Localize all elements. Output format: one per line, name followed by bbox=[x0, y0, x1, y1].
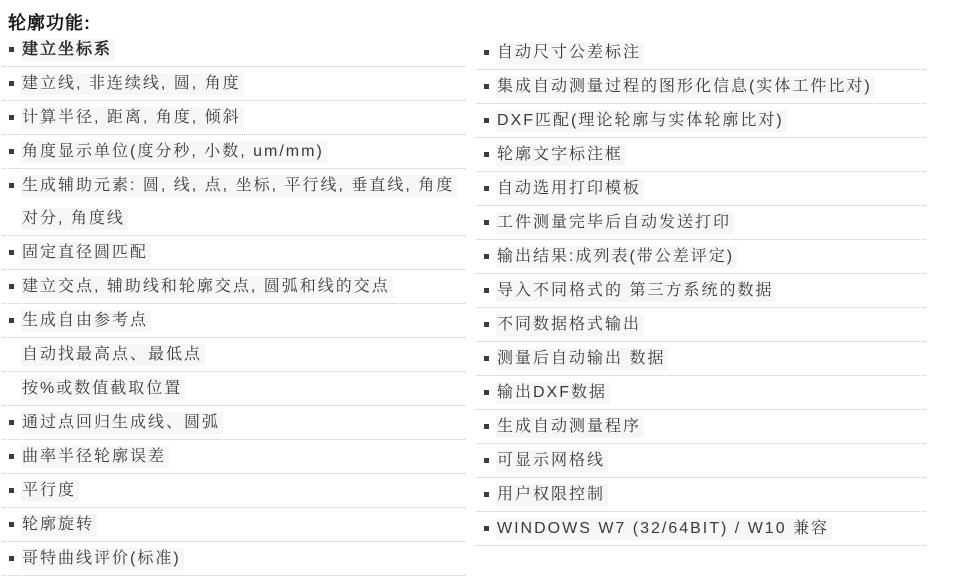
square-bullet-icon bbox=[484, 356, 489, 361]
feature-item bbox=[477, 172, 926, 206]
feature-item bbox=[2, 135, 465, 169]
square-bullet-icon bbox=[484, 322, 489, 327]
feature-item bbox=[2, 236, 465, 270]
square-bullet-icon bbox=[9, 183, 14, 188]
feature-item bbox=[477, 104, 926, 138]
square-bullet-icon bbox=[484, 254, 489, 259]
square-bullet-icon bbox=[484, 288, 489, 293]
feature-item-text: 自动尺寸公差标注 bbox=[496, 42, 644, 64]
feature-item bbox=[477, 206, 926, 240]
feature-item bbox=[477, 36, 926, 70]
square-bullet-icon bbox=[484, 424, 489, 429]
feature-item-text: 哥特曲线评价(标准) bbox=[21, 548, 184, 570]
feature-item-text: 生成辅助元素: 圆, 线, 点, 坐标, 平行线, 垂直线, 角度对分, 角度线 bbox=[21, 175, 457, 230]
square-bullet-icon bbox=[484, 458, 489, 463]
square-bullet-icon bbox=[9, 81, 14, 86]
feature-item bbox=[477, 444, 926, 478]
square-bullet-icon bbox=[9, 250, 14, 255]
feature-item-text: 生成自动测量程序 bbox=[496, 416, 644, 438]
feature-item-text: 工件测量完毕后自动发送打印 bbox=[496, 212, 734, 234]
feature-item-text: 平行度 bbox=[21, 480, 79, 502]
feature-item-text: 通过点回归生成线、圆弧 bbox=[21, 412, 223, 434]
feature-item-text: 测量后自动输出 数据 bbox=[496, 348, 668, 370]
square-bullet-icon bbox=[9, 318, 14, 323]
square-bullet-icon bbox=[484, 152, 489, 157]
feature-item bbox=[477, 478, 926, 512]
feature-item bbox=[2, 67, 465, 101]
feature-item bbox=[2, 542, 465, 576]
feature-item-text: 轮廓文字标注框 bbox=[496, 144, 626, 166]
square-bullet-icon bbox=[484, 492, 489, 497]
feature-item-text: WINDOWS W7 (32/64BIT) / W10 兼容 bbox=[496, 518, 832, 540]
feature-item-text: 集成自动测量过程的图形化信息(实体工件比对) bbox=[496, 76, 875, 98]
feature-list-right bbox=[477, 36, 926, 546]
square-bullet-icon bbox=[9, 115, 14, 120]
feature-item-text: 建立坐标系 bbox=[21, 39, 115, 61]
feature-item-text: DXF匹配(理论轮廓与实体轮廓比对) bbox=[496, 110, 787, 132]
feature-item-text: 输出DXF数据 bbox=[496, 382, 610, 404]
feature-item bbox=[2, 440, 465, 474]
feature-item bbox=[477, 308, 926, 342]
square-bullet-icon bbox=[9, 420, 14, 425]
feature-item-text: 建立线, 非连续线, 圆, 角度 bbox=[21, 73, 244, 95]
square-bullet-icon bbox=[484, 118, 489, 123]
feature-item bbox=[477, 376, 926, 410]
square-bullet-icon bbox=[9, 556, 14, 561]
feature-item-text: 轮廓旋转 bbox=[21, 514, 97, 536]
feature-item bbox=[477, 138, 926, 172]
feature-item bbox=[477, 70, 926, 104]
feature-item-text: 用户权限控制 bbox=[496, 484, 608, 506]
feature-item bbox=[477, 410, 926, 444]
feature-item bbox=[2, 304, 465, 338]
feature-item-text: 固定直径圆匹配 bbox=[21, 242, 151, 264]
square-bullet-icon bbox=[9, 47, 14, 52]
feature-item bbox=[2, 372, 465, 406]
square-bullet-icon bbox=[484, 526, 489, 531]
feature-item-text: 不同数据格式输出 bbox=[496, 314, 644, 336]
feature-item bbox=[2, 406, 465, 440]
feature-item-text: 输出结果:成列表(带公差评定) bbox=[496, 246, 737, 268]
square-bullet-icon bbox=[484, 220, 489, 225]
feature-item-text: 自动选用打印模板 bbox=[496, 178, 644, 200]
square-bullet-icon bbox=[9, 488, 14, 493]
feature-item bbox=[477, 240, 926, 274]
feature-item-text: 导入不同格式的 第三方系统的数据 bbox=[496, 280, 776, 302]
feature-item-text: 按%或数值截取位置 bbox=[21, 378, 185, 400]
feature-item bbox=[2, 508, 465, 542]
feature-item bbox=[477, 274, 926, 308]
feature-item-text: 建立交点, 辅助线和轮廓交点, 圆弧和线的交点 bbox=[21, 276, 393, 298]
feature-item bbox=[2, 33, 465, 67]
feature-list-left bbox=[2, 33, 465, 576]
feature-item-text: 计算半径, 距离, 角度, 倾斜 bbox=[21, 107, 244, 129]
feature-item bbox=[2, 474, 465, 508]
square-bullet-icon bbox=[484, 84, 489, 89]
square-bullet-icon bbox=[9, 149, 14, 154]
feature-item bbox=[2, 101, 465, 135]
square-bullet-icon bbox=[9, 522, 14, 527]
feature-item bbox=[2, 338, 465, 372]
square-bullet-icon bbox=[9, 284, 14, 289]
feature-item-text: 角度显示单位(度分秒, 小数, um/mm) bbox=[21, 141, 327, 163]
feature-item bbox=[2, 169, 465, 236]
square-bullet-icon bbox=[484, 186, 489, 191]
page-title: 轮廓功能: bbox=[8, 13, 91, 33]
feature-item-text: 可显示网格线 bbox=[496, 450, 608, 472]
square-bullet-icon bbox=[9, 454, 14, 459]
square-bullet-icon bbox=[484, 390, 489, 395]
feature-item bbox=[2, 270, 465, 304]
feature-item bbox=[477, 512, 926, 546]
feature-item bbox=[477, 342, 926, 376]
feature-item-text: 生成自由参考点 bbox=[21, 310, 151, 332]
square-bullet-icon bbox=[484, 50, 489, 55]
feature-item-text: 自动找最高点、最低点 bbox=[21, 344, 205, 366]
feature-item-text: 曲率半径轮廓误差 bbox=[21, 446, 169, 468]
